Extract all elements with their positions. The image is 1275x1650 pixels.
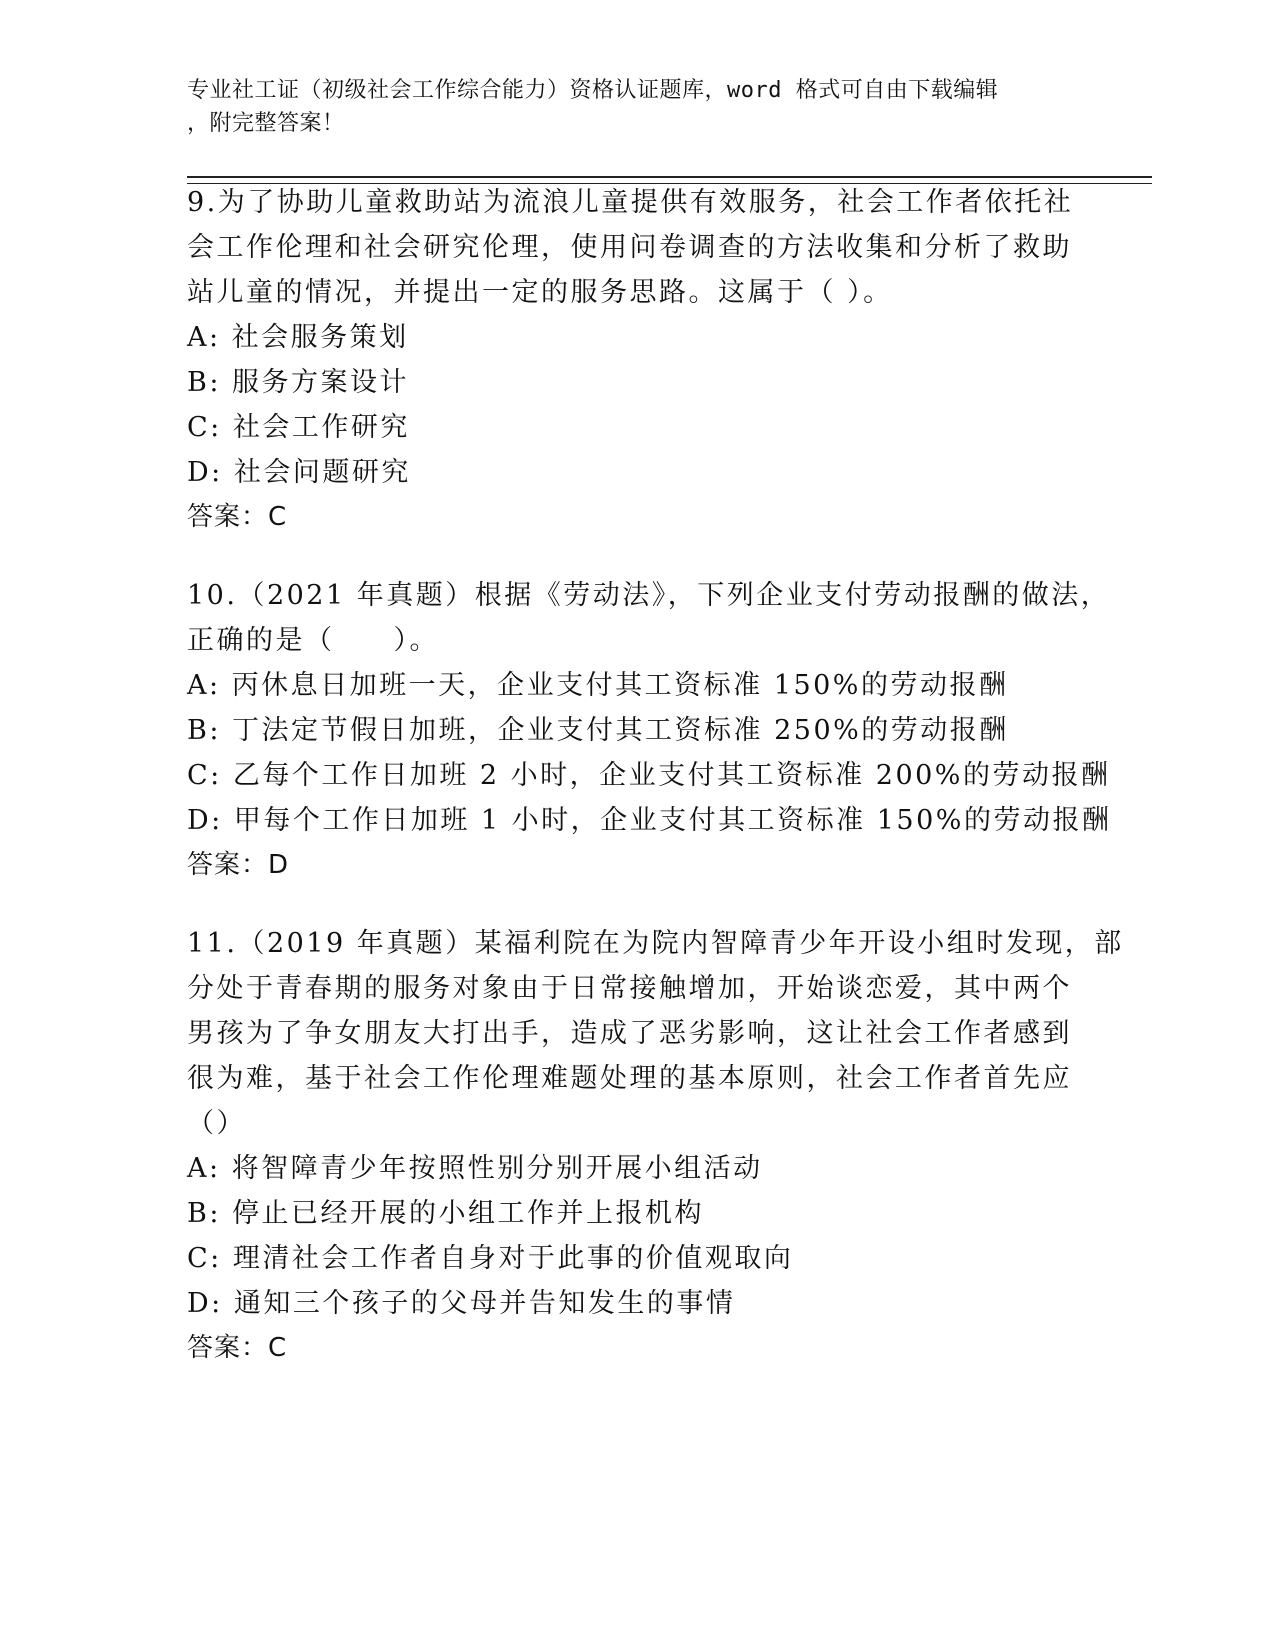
option-a: A: 丙休息日加班一天，企业支付其工资标准 150%的劳动报酬: [187, 670, 1009, 701]
question-stem: [187, 573, 1111, 663]
stem-line: 很为难，基于社会工作伦理难题处理的基本原则，社会工作者首先应: [187, 1063, 1072, 1094]
answer: 答案：D: [187, 850, 290, 880]
option-c: C: 乙每个工作日加班 2 小时，企业支付其工资标准 200%的劳动报酬: [187, 760, 1111, 791]
option-a: A: 将智障青少年按照性别分别开展小组活动: [187, 1153, 763, 1184]
stem-line: 会工作伦理和社会研究伦理，使用问卷调查的方法收集和分析了救助: [187, 232, 1072, 263]
answer: 答案：C: [187, 1333, 288, 1363]
option-a: A: 社会服务策划: [187, 322, 409, 353]
option-c: C: 社会工作研究: [187, 412, 410, 443]
stem-line: 9.为了协助儿童救助站为流浪儿童提供有效服务，社会工作者依托社: [187, 187, 1074, 218]
option-b: B: 丁法定节假日加班，企业支付其工资标准 250%的劳动报酬: [187, 715, 1009, 746]
stem-line: 10.（2021 年真题）根据《劳动法》，下列企业支付劳动报酬的做法，: [187, 580, 1111, 611]
stem-line: 分处于青春期的服务对象由于日常接触增加，开始谈恋爱，其中两个: [187, 973, 1072, 1004]
header-line-1: 专业社工证（初级社会工作综合能力）资格认证题库，word 格式可自由下载编辑: [187, 78, 999, 103]
question-stem: [187, 180, 1087, 315]
stem-line: 站儿童的情况，并提出一定的服务思路。这属于（ ）。: [187, 277, 893, 308]
question-10: [187, 573, 1112, 888]
option-b: B: 停止已经开展的小组工作并上报机构: [187, 1198, 705, 1229]
header-divider-thick: [187, 176, 1152, 178]
stem-line: 11.（2019 年真题）某福利院在为院内智障青少年开设小组时发现，部: [187, 928, 1124, 959]
option-d: D: 社会问题研究: [187, 457, 411, 488]
option-d: D: 通知三个孩子的父母并告知发生的事情: [187, 1288, 736, 1319]
header-line-2: ，附完整答案！: [187, 111, 345, 136]
question-11: [187, 921, 1124, 1371]
question-9: [187, 180, 1087, 540]
document-header: [187, 74, 1067, 140]
answer: 答案：C: [187, 502, 288, 532]
option-c: C: 理清社会工作者自身对于此事的价值观取向: [187, 1243, 794, 1274]
stem-line: （）: [187, 1108, 246, 1139]
stem-line: 男孩为了争女朋友大打出手，造成了恶劣影响，这让社会工作者感到: [187, 1018, 1072, 1049]
option-d: D: 甲每个工作日加班 1 小时，企业支付其工资标准 150%的劳动报酬: [187, 805, 1112, 836]
stem-line: 正确的是（ ）。: [187, 625, 439, 656]
option-b: B: 服务方案设计: [187, 367, 410, 398]
question-stem: [187, 921, 1124, 1146]
